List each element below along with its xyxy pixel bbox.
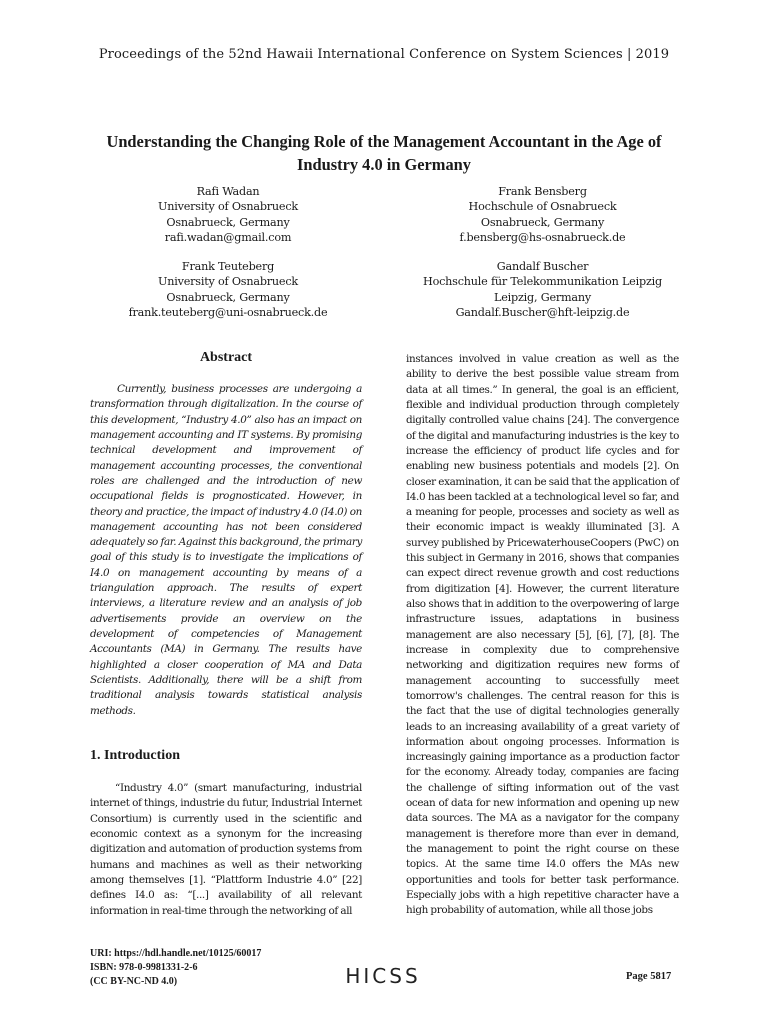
- author-location: Leipzig, Germany: [493, 290, 592, 304]
- author-email: frank.teuteberg@uni-osnabrueck.de: [128, 306, 328, 320]
- author-block: [420, 184, 665, 246]
- author-block: [108, 259, 348, 321]
- author-affiliation: University of Osnabrueck: [158, 275, 298, 289]
- page-number: Page 5817: [626, 971, 672, 982]
- abstract-heading: Abstract: [199, 350, 253, 365]
- paper-title: Understanding the Changing Role of the Management Accountant in the Age of Industry 4.0 in Germany: [106, 132, 662, 174]
- author-affiliation: University of Osnabrueck: [158, 200, 298, 214]
- proceedings-header: Proceedings of the 52nd Hawaii International Conference on System Sciences | 2019: [98, 47, 670, 62]
- author-affiliation: Hochschule für Telekommunikation Leipzig: [423, 275, 662, 289]
- introduction-text: “Industry 4.0” (smart manufacturing, industrial internet of things, industrie du futur, Industrial Internet Consortium) is currently used in the scientific and economic context as a synonym for the increasing digitization and automation of production systems from humans and machines as well as their networking among themselves [1]. “Plattform Industrie 4.0” [22] defines I4.0 as: “[...] availability of all relevant information in real-time through the networking of all: [90, 782, 362, 917]
- footer-metadata: [90, 947, 261, 989]
- abstract-text: Currently, business processes are undergoing a transformation through digitalization. In the course of this development, “Industry 4.0” also has an impact on management accounting and IT systems. By promising technical development and improvement of management accounting processes, the conventional roles are challenged and the introduction of new occupational fields is prognosticated. However, in theory and practice, the impact of industry 4.0 (I4.0) on management accounting has not been considered adequately so far. Against this background, the primary goal of this study is to investigate the implications of I4.0 on management accounting by means of a triangulation approach. The results of expert interviews, a literature review and an analysis of job advertisements provide an overview on the development of competencies of Management Accountants (MA) in Germany. The results have highlighted a closer cooperation of MA and Data Scientists. Additionally, there will be a shift from traditional analysis towards statistical analysis methods.: [90, 383, 362, 717]
- introduction-heading: 1. Introduction: [90, 748, 180, 763]
- author-name: Frank Teuteberg: [181, 260, 275, 273]
- author-name: Frank Bensberg: [498, 185, 587, 198]
- author-name: Rafi Wadan: [196, 185, 260, 198]
- right-column-text: instances involved in value creation as well as the ability to derive the best possible value stream from data at all times.” In general, the goal is an efficient, flexible and individual production through completely digitally controlled value chains [24]. The convergence of the digital and manufacturing industries is the key to increase the efficiency of product life cycles and for enabling new business potentials and models [2]. On closer examination, it can be said that the application of I4.0 has been tackled at a technological level so far, and a meaning for people, processes and society as well as their economic impact is weakly illuminated [3]. A survey published by PricewaterhouseCoopers (PwC) on this subject in Germany in 2016, shows that companies can expect direct revenue growth and cost reductions from digitization [4]. However, the current literature also shows that in addition to the overpowering of large infrastructure issues, adaptations in business management are also necessary [5], [6], [7], [8]. The increase in complexity due to comprehensive networking and digitization requires new forms of management accounting to successfully meet tomorrow's challenges. The central reason for this is the fact that the use of digital technologies generally leads to an increasing availability of a great variety of information about ongoing processes. Information is increasingly gaining importance as a production factor for the economy. Already today, companies are facing the challenge of sifting information out of the vast ocean of data for new information and opening up new data sources. The MA as a navigator for the company management is therefore more than ever in demand, the management to point the right course on these topics. At the same time I4.0 offers the MAs new opportunities and tools for better task performance. Especially jobs with a high repetitive character have a high probability of automation, while all those jobs: [406, 353, 679, 917]
- hicss-logo: HICSS: [345, 964, 421, 988]
- author-email: rafi.wadan@gmail.com: [164, 231, 292, 245]
- author-name: Gandalf Buscher: [496, 260, 589, 273]
- author-location: Osnabrueck, Germany: [166, 290, 290, 304]
- footer-license: (CC BY-NC-ND 4.0): [90, 976, 178, 987]
- author-location: Osnabrueck, Germany: [166, 215, 290, 229]
- author-location: Osnabrueck, Germany: [480, 215, 605, 229]
- author-email: f.bensberg@hs-osnabrueck.de: [459, 231, 626, 245]
- footer-isbn: ISBN: 978-0-9981331-2-6: [90, 962, 198, 973]
- author-email: Gandalf.Buscher@hft-leipzig.de: [455, 306, 630, 320]
- author-block: [108, 184, 348, 246]
- author-affiliation: Hochschule of Osnabrueck: [468, 200, 617, 214]
- footer-uri: URI: https://hdl.handle.net/10125/60017: [90, 948, 262, 959]
- author-block: [420, 259, 665, 321]
